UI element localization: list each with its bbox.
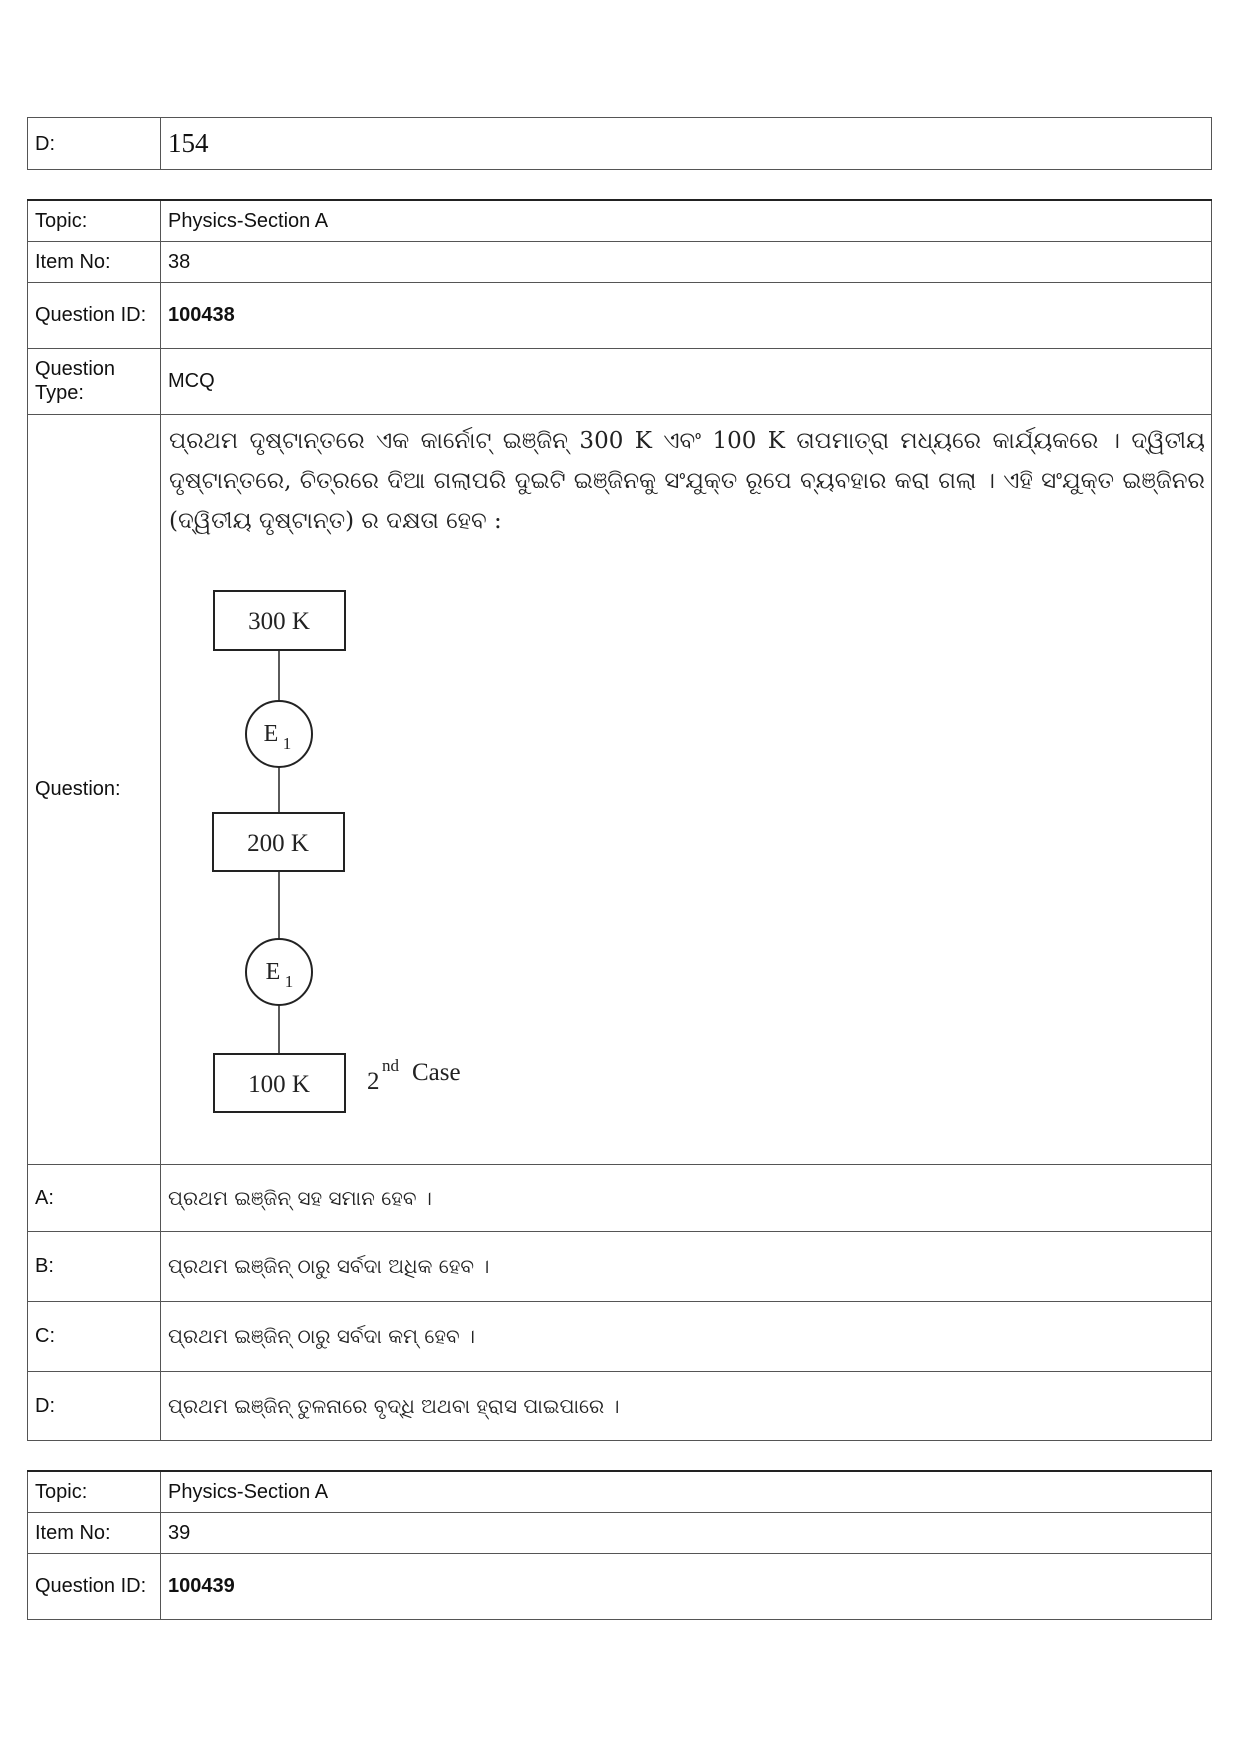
question-type-value: MCQ — [161, 348, 1212, 414]
question-label: Question: — [28, 414, 161, 1164]
carnot-diagram — [161, 541, 1211, 1141]
option-a-text: ପ୍ରଥମ ଇଞ୍ଜିନ୍ ସହ ସମାନ ହେବ । — [161, 1164, 1212, 1231]
topic-label: Topic: — [28, 200, 161, 241]
engine-2-subscript: 1 — [284, 971, 294, 991]
topic-row — [28, 1471, 1212, 1512]
option-d-label: D: — [28, 1371, 161, 1440]
item-no-label: Item No: — [28, 1512, 161, 1553]
item-no-value: 38 — [161, 241, 1212, 282]
question-id-label: Question ID: — [28, 1553, 161, 1619]
item-no-row — [28, 1512, 1212, 1553]
carnot-diagram-svg — [181, 541, 541, 1141]
question-id-label: Question ID: — [28, 282, 161, 348]
option-d-label: D: — [28, 118, 161, 170]
question-38-table — [27, 199, 1212, 1441]
option-b-text: ପ୍ରଥମ ଇଞ୍ଜିନ୍ ଠାରୁ ସର୍ବଦା ଅଧିକ ହେବ । — [161, 1231, 1212, 1301]
question-body — [161, 414, 1212, 1164]
option-d-row — [28, 1371, 1212, 1440]
option-d-row — [28, 118, 1212, 170]
question-39-table — [27, 1470, 1212, 1620]
item-no-value: 39 — [161, 1512, 1212, 1553]
option-d-text: ପ୍ରଥମ ଇଞ୍ଜିନ୍ ତୁଳନାରେ ବୃଦ୍ଧି ଅଥବା ହ୍ରାସ ପାଇପାରେ । — [161, 1371, 1212, 1440]
item-no-row — [28, 241, 1212, 282]
reservoir-100k-label: 100 K — [248, 1070, 310, 1098]
reservoir-200k-label: 200 K — [247, 829, 309, 857]
topic-row — [28, 200, 1212, 241]
question-row — [28, 414, 1212, 1164]
engine-1-subscript: 1 — [282, 733, 292, 753]
option-c-label: C: — [28, 1301, 161, 1371]
option-c-row — [28, 1301, 1212, 1371]
option-a-row — [28, 1164, 1212, 1231]
topic-value: Physics-Section A — [161, 1471, 1212, 1512]
question-id-value: 100439 — [161, 1553, 1212, 1619]
option-b-row — [28, 1231, 1212, 1301]
reservoir-300k-label: 300 K — [248, 607, 310, 635]
case-superscript: nd — [382, 1055, 399, 1075]
item-no-label: Item No: — [28, 241, 161, 282]
option-c-text: ପ୍ରଥମ ଇଞ୍ଜିନ୍ ଠାରୁ ସର୍ବଦା କମ୍ ହେବ । — [161, 1301, 1212, 1371]
engine-2-label: E — [265, 958, 281, 985]
option-b-label: B: — [28, 1231, 161, 1301]
option-d-number: 154 — [168, 128, 209, 159]
case-word: Case — [412, 1058, 461, 1086]
option-d-value — [161, 118, 1212, 170]
question-type-label: Question Type: — [28, 348, 161, 414]
option-a-label: A: — [28, 1164, 161, 1231]
topic-value: Physics-Section A — [161, 200, 1212, 241]
engine-1-circle — [246, 701, 312, 767]
question-id-row — [28, 282, 1212, 348]
question-id-row — [28, 1553, 1212, 1619]
question-text: ପ୍ରଥମ ଦୃଷ୍ଟାନ୍ତରେ ଏକ କାର୍ନୋଟ୍ ଇଞ୍ଜିନ୍ 300 K ଏବଂ 100 K ତାପମାତ୍ରା ମଧ୍ୟରେ କାର୍ଯ୍ୟକରେ । ଦ୍ୱିତୀୟ ଦୃଷ୍ଟାନ୍ତରେ, ଚିତ୍ରରେ ଦିଆ ଗଲାପରି ଦୁଇଟି ଇଞ୍ଜିନକୁ ସଂଯୁକ୍ତ ରୂପେ ବ୍ୟବହାର କରା ଗଲା । ଏହି ସଂଯୁକ୍ତ ଇଞ୍ଜିନର (ଦ୍ୱିତୀୟ ଦୃଷ୍ଟାନ୍ତ) ର ଦକ୍ଷତା ହେବ : — [169, 427, 1205, 534]
case-number: 2 — [367, 1067, 380, 1095]
topic-label: Topic: — [28, 1471, 161, 1512]
question-type-row — [28, 348, 1212, 414]
engine-1-label: E — [263, 720, 279, 747]
previous-question-table — [27, 117, 1212, 170]
question-id-value: 100438 — [161, 282, 1212, 348]
